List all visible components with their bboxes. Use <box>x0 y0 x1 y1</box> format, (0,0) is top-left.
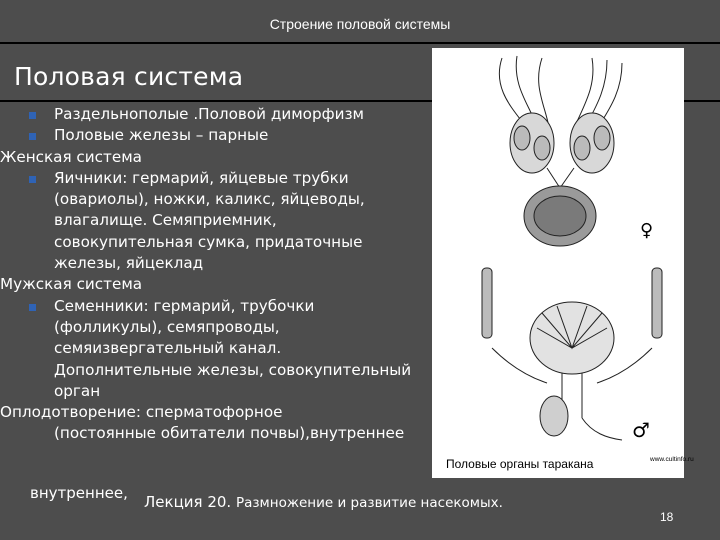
continuation-line: совокупительная сумка, придаточные <box>54 232 363 251</box>
continuation-line: Дополнительные железы, совокупительный <box>54 360 412 379</box>
continuation-line: (постоянные обитатели почвы),внутреннее <box>54 424 405 443</box>
lecture-topic: Размножение и развитие насекомых. <box>235 495 503 511</box>
bullet-marker-icon <box>29 133 36 140</box>
bullet-marker-icon <box>29 176 36 183</box>
continuation-line: орган <box>54 381 101 400</box>
male-symbol: ♂ <box>632 418 650 442</box>
bullet-line <box>0 296 430 317</box>
cockroach-reproductive-figure <box>432 48 694 478</box>
line-text: Семенники: гермарий, трубочки <box>54 296 315 315</box>
fertilization-line: Оплодотворение: сперматофорное <box>0 403 283 422</box>
continuation-line: (овариолы), ножки, каликс, яйцеводы, <box>54 190 365 209</box>
section-heading-female: Женская система <box>0 147 142 166</box>
slide-body-text <box>0 104 430 445</box>
slide-top-title: Строение половой системы <box>269 16 451 32</box>
bullet-line <box>0 168 430 189</box>
continuation-line: влагалище. Семяприемник, <box>54 211 277 230</box>
line-text: Половые железы – парные <box>54 126 269 145</box>
continuation-line: (фолликулы), семяпроводы, <box>54 317 280 336</box>
slide-heading: Половая система <box>14 62 244 91</box>
top-divider <box>0 42 720 44</box>
bullet-line <box>0 125 430 146</box>
continuation-line: железы, яйцеклад <box>54 254 204 273</box>
line-text: Раздельнополые .Половой диморфизм <box>54 105 364 123</box>
bullet-marker-icon <box>29 304 36 311</box>
figure-source-url: www.cultinfo.ru <box>650 456 694 463</box>
lecture-title <box>144 493 503 511</box>
continuation-line: семяизвергательный канал. <box>54 339 282 358</box>
lecture-number: Лекция 20. <box>144 493 232 511</box>
line-text: Яичники: гермарий, яйцевые трубки <box>54 168 349 187</box>
female-symbol: ♀ <box>640 220 654 241</box>
bullet-marker-icon <box>29 112 36 119</box>
bullet-line <box>0 104 430 125</box>
section-heading-male: Мужская система <box>0 275 143 294</box>
reproductive-organs-illustration <box>432 48 684 448</box>
footer-extra-text: внутреннее, <box>30 484 128 502</box>
figure-caption: Половые органы таракана <box>446 457 594 471</box>
page-number: 18 <box>660 510 674 524</box>
